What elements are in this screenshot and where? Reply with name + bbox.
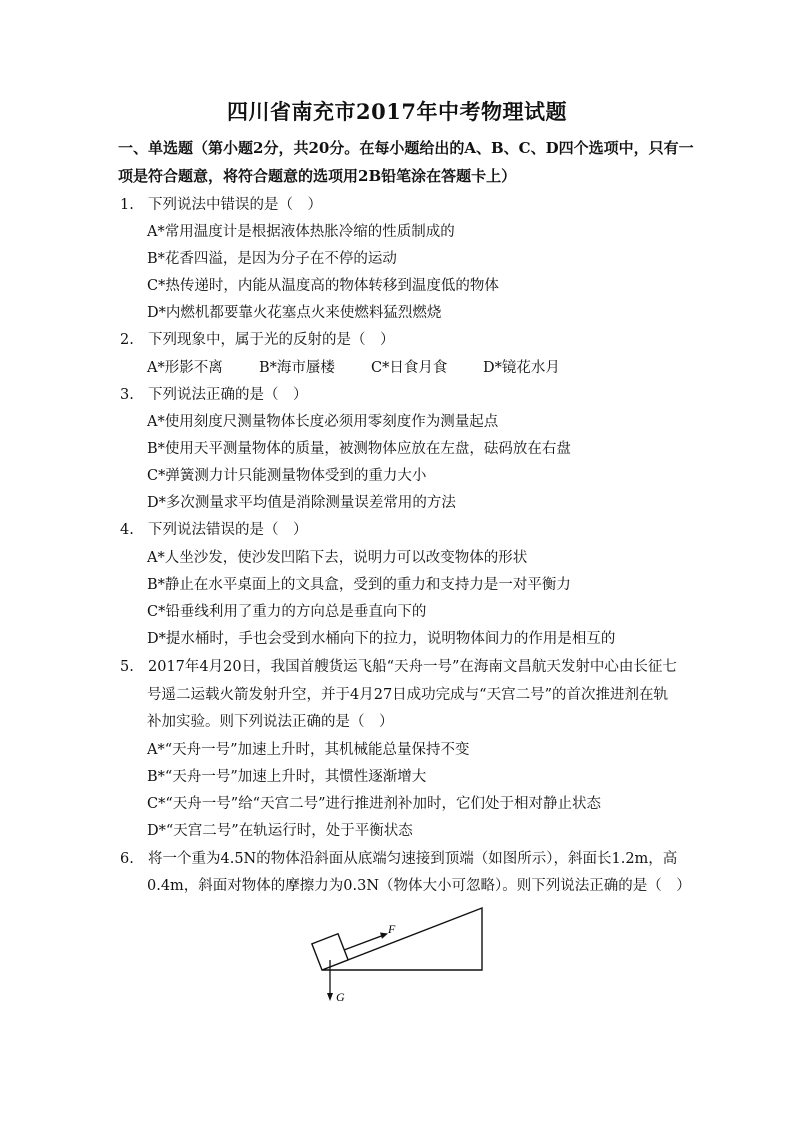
force-label-f: F xyxy=(388,922,396,936)
gravity-label-g: G xyxy=(336,990,345,1004)
question-3-stem xyxy=(120,383,308,404)
question-4-option-d: D*提水桶时，手也会受到水桶向下的拉力，说明物体间力的作用是相互的 xyxy=(147,631,616,647)
section-heading: 一、单选题（第小题2分，共20分。在每小题给出的A、B、C、D四个选项中，只有一项是符合题意，将符合题意的选项用2B铅笔涂在答题卡上） xyxy=(118,139,694,185)
question-5-option-c: C*“天舟一号”给“天宫二号”进行推进剂补加时，它们处于相对静止状态 xyxy=(147,796,601,812)
question-1-stem xyxy=(120,193,322,214)
question-5-stem-line-3: 补加实验。则下列说法正确的是（ ） xyxy=(147,714,394,730)
question-1-option-a: A*常用温度计是根据液体热胀冷缩的性质制成的 xyxy=(147,224,455,240)
question-3-option-c: C*弹簧测力计只能测量物体受到的重力大小 xyxy=(147,468,427,484)
page-title: 四川省南充市2017年中考物理试题 xyxy=(227,99,567,124)
question-number: 1. xyxy=(120,197,134,213)
question-5-option-d: D*“天宫二号”在轨运行时，处于平衡状态 xyxy=(147,823,413,839)
question-text: 下列现象中，属于光的反射的是（ ） xyxy=(148,332,395,348)
question-6-stem-line-2: 0.4m，斜面对物体的摩擦力为0.3N（物体大小可忽略）。则下列说法正确的是（ ） xyxy=(147,878,691,894)
question-2-option-b: B*海市蜃楼 xyxy=(259,360,335,376)
question-4-option-c: C*铅垂线利用了重力的方向总是垂直向下的 xyxy=(147,604,427,620)
incline-figure xyxy=(300,900,520,1010)
question-number: 4. xyxy=(120,522,134,538)
question-text-line: 2017年4月20日，我国首艘货运飞船“天舟一号”在海南文昌航天发射中心由长征七 xyxy=(148,659,677,675)
question-text: 下列说法错误的是（ ） xyxy=(148,522,308,538)
question-1-option-b: B*花香四溢，是因为分子在不停的运动 xyxy=(147,251,397,267)
question-2-option-c: C*日食月食 xyxy=(371,360,448,376)
question-1-option-c: C*热传递时，内能从温度高的物体转移到温度低的物体 xyxy=(147,278,499,294)
question-3-option-b: B*使用天平测量物体的质量，被测物体应放在左盘，砝码放在右盘 xyxy=(147,441,571,457)
question-number: 5. xyxy=(120,659,134,675)
question-3-option-d: D*多次测量求平均值是消除测量误差常用的方法 xyxy=(147,495,456,511)
question-5-option-a: A*“天舟一号”加速上升时，其机械能总量保持不变 xyxy=(147,742,470,758)
question-5-stem xyxy=(120,655,677,676)
question-3-option-a: A*使用刻度尺测量物体长度必须用零刻度作为测量起点 xyxy=(147,414,499,430)
question-5-option-b: B*“天舟一号”加速上升时，其惯性逐渐增大 xyxy=(147,769,427,785)
question-text-line: 将一个重为4.5N的物体沿斜面从底端匀速接到顶端（如图所示），斜面长1.2m，高 xyxy=(148,851,678,867)
question-4-stem xyxy=(120,518,308,539)
question-number: 6. xyxy=(120,851,134,867)
question-text: 下列说法正确的是（ ） xyxy=(148,387,308,403)
question-4-option-a: A*人坐沙发，使沙发凹陷下去，说明力可以改变物体的形状 xyxy=(147,550,528,566)
question-1-option-d: D*内燃机都要靠火花塞点火来使燃料猛烈燃烧 xyxy=(147,305,442,321)
question-2-option-d: D*镜花水月 xyxy=(483,360,560,376)
question-4-option-b: B*静止在水平桌面上的文具盒，受到的重力和支持力是一对平衡力 xyxy=(147,577,571,593)
question-number: 3. xyxy=(120,387,134,403)
question-2-option-a: A*形影不离 xyxy=(147,360,223,376)
question-number: 2. xyxy=(120,332,134,348)
question-6-stem xyxy=(120,847,677,868)
question-text: 下列说法中错误的是（ ） xyxy=(148,197,322,213)
question-5-stem-line-2: 号遥二运载火箭发射升空，并于4月27日成功完成与“天宫二号”的首次推进剂在轨 xyxy=(147,687,668,703)
question-2-stem xyxy=(120,328,395,349)
